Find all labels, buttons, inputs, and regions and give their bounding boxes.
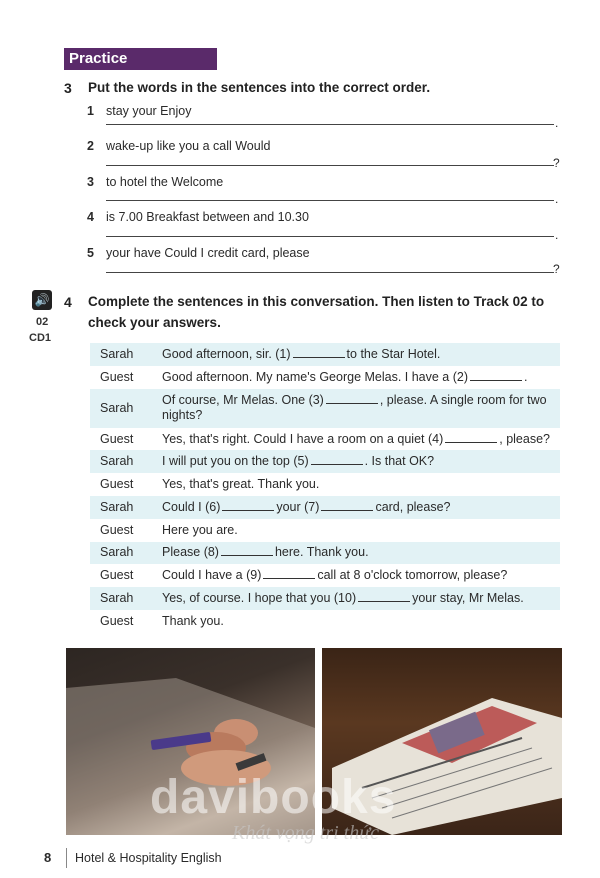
dialogue-row — [90, 587, 560, 610]
item-number: 4 — [87, 210, 94, 224]
item-end-mark: . — [555, 228, 559, 242]
speaker-name: Sarah — [100, 347, 134, 361]
answer-blank[interactable] — [293, 348, 345, 358]
footer-divider — [66, 848, 67, 868]
item-end-mark: . — [555, 116, 559, 130]
page-number: 8 — [44, 850, 52, 865]
dialogue-row — [90, 450, 560, 473]
watermark-logo: davibooks — [150, 771, 397, 824]
speaker-name: Sarah — [100, 401, 134, 415]
item-end-mark: ? — [553, 156, 560, 170]
dialogue-text: Good afternoon. My name's George Melas. I have a (2) . — [162, 370, 528, 384]
exercise-4-instruction-line1: Complete the sentences in this conversation. Then listen to Track 02 to — [88, 294, 545, 309]
dialogue-text: Could I (6) your (7) card, please? — [162, 500, 451, 514]
answer-line[interactable] — [106, 236, 554, 237]
dialogue-row — [90, 473, 560, 496]
answer-blank[interactable] — [321, 501, 373, 511]
speaker-name: Sarah — [100, 591, 134, 605]
dialogue-row — [90, 343, 560, 366]
answer-blank[interactable] — [470, 371, 522, 381]
dialogue-text: Of course, Mr Melas. One (3) , please. A single room for two nights? — [162, 393, 547, 422]
speaker-name: Guest — [100, 523, 134, 537]
dialogue-text: Thank you. — [162, 614, 224, 628]
dialogue-text: Yes, of course. I hope that you (10) your stay, Mr Melas. — [162, 591, 524, 605]
speaker-name: Sarah — [100, 500, 134, 514]
exercise-3-instruction: Put the words in the sentences into the correct order. — [88, 80, 431, 95]
practice-heading: Practice — [64, 48, 217, 70]
item-number: 2 — [87, 139, 94, 153]
dialogue-text: Please (8) here. Thank you. — [162, 545, 369, 559]
answer-blank[interactable] — [326, 394, 378, 404]
dialogue-text: Good afternoon, sir. (1) to the Star Hotel. — [162, 347, 441, 361]
answer-blank[interactable] — [221, 546, 273, 556]
dialogue-row — [90, 519, 560, 542]
item-end-mark: . — [555, 192, 559, 206]
cd-label: CD1 — [29, 332, 52, 344]
speaker-name: Sarah — [100, 545, 134, 559]
audio-speaker-icon[interactable]: 🔊 — [32, 290, 52, 310]
answer-line[interactable] — [106, 272, 554, 273]
item-number: 3 — [87, 175, 94, 189]
exercise-3-number: 3 — [64, 80, 72, 96]
dialogue-text: I will put you on the top (5) . Is that OK? — [162, 454, 435, 468]
item-number: 5 — [87, 246, 94, 260]
dialogue-row — [90, 610, 560, 633]
dialogue-row — [90, 366, 560, 389]
item-end-mark: ? — [553, 262, 560, 276]
answer-blank[interactable] — [445, 433, 497, 443]
exercise-4-instruction-line2: check your answers. — [88, 315, 221, 330]
dialogue-text: Here you are. — [162, 523, 238, 537]
answer-line[interactable] — [106, 200, 554, 201]
ex3-item-5 — [87, 246, 562, 276]
item-words: wake-up like you a call Would — [106, 139, 271, 153]
item-words: to hotel the Welcome — [106, 175, 224, 189]
ex3-item-3 — [87, 175, 562, 206]
track-number: 02 — [36, 316, 49, 328]
watermark-tagline: Khát vọng tri thức — [232, 822, 380, 844]
dialogue-row — [90, 496, 560, 519]
answer-line[interactable] — [106, 124, 554, 125]
speaker-name: Guest — [100, 477, 134, 491]
answer-blank[interactable] — [222, 501, 274, 511]
dialogue-text: Yes, that's great. Thank you. — [162, 477, 320, 491]
item-words: stay your Enjoy — [106, 104, 192, 118]
speaker-name: Guest — [100, 614, 134, 628]
exercise-4-number: 4 — [64, 294, 72, 310]
ex3-item-2 — [87, 139, 562, 170]
answer-blank[interactable] — [311, 455, 363, 465]
dialogue-row — [90, 428, 560, 450]
speaker-name: Sarah — [100, 454, 134, 468]
speaker-name: Guest — [100, 568, 134, 582]
dialogue-text: Could I have a (9) call at 8 o'clock tomorrow, please? — [162, 568, 508, 582]
answer-blank[interactable] — [358, 592, 410, 602]
answer-blank[interactable] — [263, 569, 315, 579]
item-words: your have Could I credit card, please — [106, 246, 310, 260]
dialogue-row — [90, 389, 560, 428]
ex3-item-1 — [87, 104, 562, 130]
book-title: Hotel & Hospitality English — [75, 851, 222, 865]
dialogue-row — [90, 542, 560, 564]
dialogue-text: Yes, that's right. Could I have a room on a quiet (4) , please? — [162, 432, 550, 446]
item-words: is 7.00 Breakfast between and 10.30 — [106, 210, 309, 224]
speaker-name: Guest — [100, 370, 134, 384]
conversation-table — [90, 343, 560, 633]
dialogue-row — [90, 564, 560, 587]
speaker-name: Guest — [100, 432, 134, 446]
answer-line[interactable] — [106, 165, 554, 166]
item-number: 1 — [87, 104, 94, 118]
ex3-item-4 — [87, 210, 562, 242]
